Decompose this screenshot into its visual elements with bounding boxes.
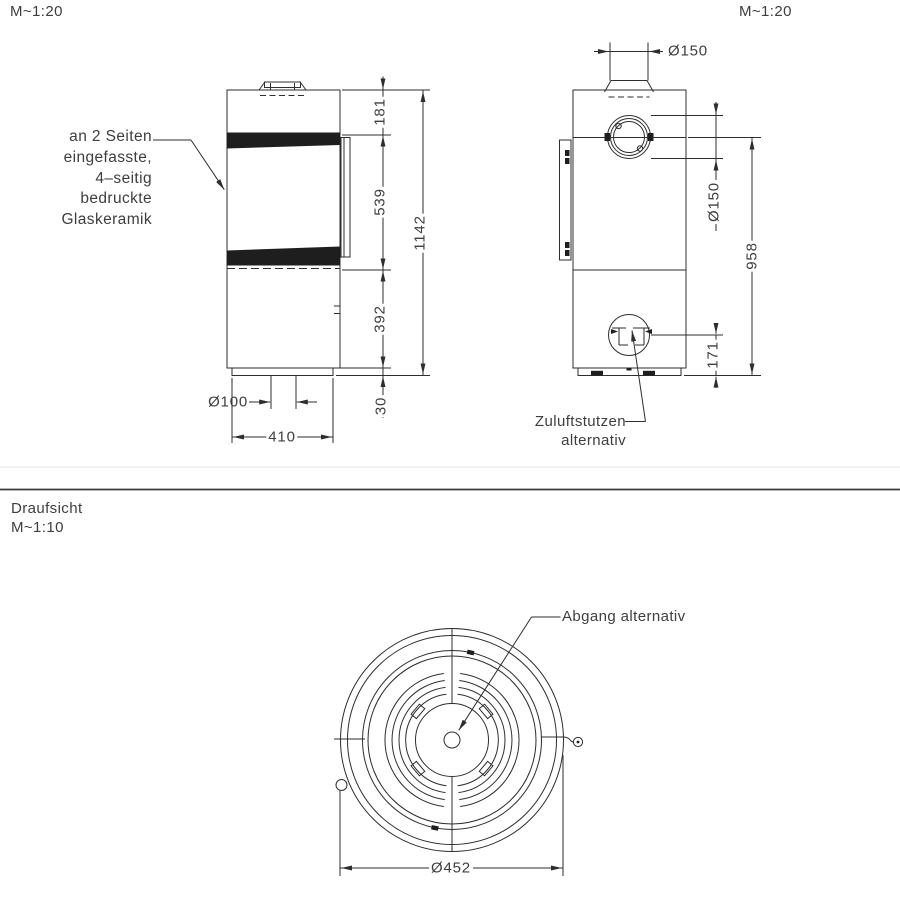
dim-plinth-height: 30 xyxy=(372,396,390,416)
glass-annotation-line: Glaskeramik xyxy=(61,211,152,229)
glass-annotation-line: eingefasste, xyxy=(63,148,152,166)
dim-top-section-height: 181 xyxy=(371,98,389,126)
front-scale-label: M~1:20 xyxy=(10,3,63,20)
dim-flue-collar-diameter: Ø150 xyxy=(705,182,723,222)
glass-annotation xyxy=(61,127,152,231)
air-inlet-annotation-line: Zuluftstutzen xyxy=(534,413,626,430)
dim-air-inlet-diameter: Ø100 xyxy=(208,393,248,411)
rear-scale-label: M~1:20 xyxy=(739,3,792,20)
dim-air-inlet-center-height: 171 xyxy=(704,341,722,369)
glass-annotation-line: an 2 Seiten xyxy=(69,128,152,145)
top-view-scale-label: M~1:10 xyxy=(11,518,64,536)
glass-annotation-line: 4–seitig xyxy=(95,169,152,187)
dim-total-height: 1142 xyxy=(411,215,429,251)
dim-lower-section-height: 392 xyxy=(371,305,389,333)
top-view-title: Draufsicht xyxy=(11,500,83,517)
dim-base-width: 410 xyxy=(268,428,296,446)
top-view-drawing xyxy=(334,617,583,876)
glass-annotation-line: bedruckte xyxy=(80,190,152,208)
front-view-drawing xyxy=(153,77,430,444)
dim-glass-height: 539 xyxy=(371,188,389,216)
dim-body-diameter: Ø452 xyxy=(431,859,471,877)
top-view-header xyxy=(11,500,83,537)
dim-flue-center-height: 958 xyxy=(743,242,761,270)
air-inlet-annotation-line: alternativ xyxy=(561,432,626,449)
dim-flue-pipe-diameter: Ø150 xyxy=(668,42,708,60)
air-inlet-annotation xyxy=(535,412,626,450)
outlet-annotation: Abgang alternativ xyxy=(562,608,686,625)
rear-view-drawing xyxy=(560,43,762,422)
